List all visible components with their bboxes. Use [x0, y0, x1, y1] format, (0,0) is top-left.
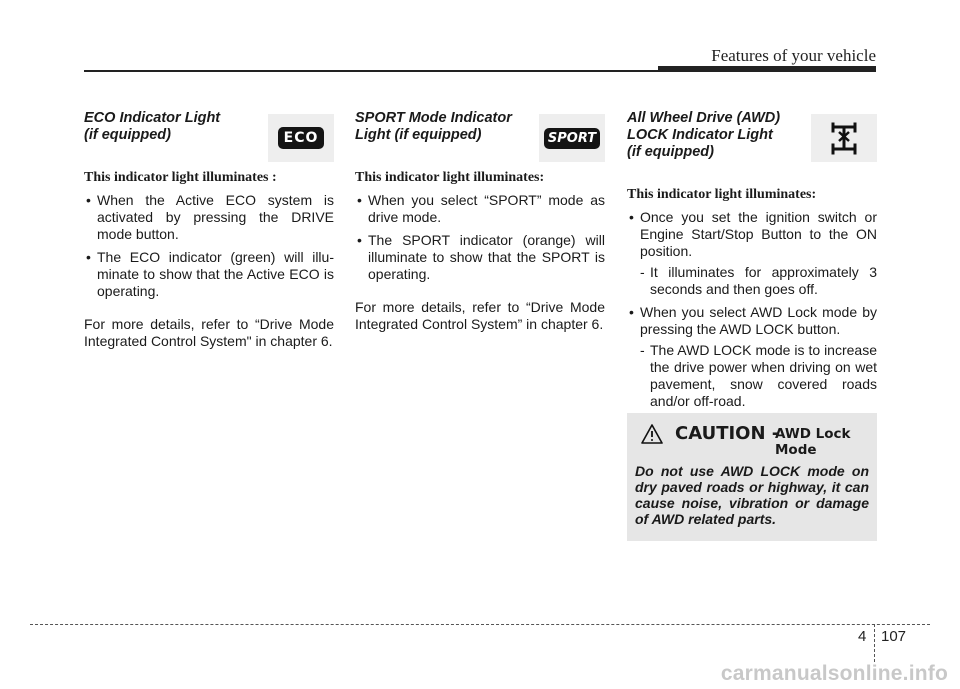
- chapter-number: 4: [858, 628, 867, 645]
- sport-bullet-list: [355, 192, 605, 283]
- caution-body: Do not use AWD LOCK mode on dry paved roads or highway, it can cause noise, vibration or damage of AWD related parts.: [635, 463, 869, 527]
- eco-section: [84, 110, 334, 350]
- awd-bullet-text: • When you select AWD Lock mode by pressing the AWD LOCK button.: [640, 304, 877, 337]
- page-header-title: Features of your vehicle: [711, 46, 876, 65]
- sport-section: [355, 110, 605, 333]
- warning-icon: [641, 424, 663, 444]
- eco-reference-paragraph: For more details, refer to “Drive Mode Integrated Control System" in chapter 6.: [84, 316, 334, 349]
- awd-bullet-text: • Once you set the ignition switch or Engine Start/Stop Button to the ON position.: [640, 209, 877, 259]
- dash-marker: -: [640, 264, 645, 280]
- awd-bullet-list: [627, 209, 877, 410]
- list-item: • When the Active ECO system is activated by pressing the DRIVE mode button.: [84, 192, 334, 243]
- sport-section-title: SPORT Mode Indicator Light (if equipped): [355, 110, 512, 143]
- awd-section: [627, 110, 877, 416]
- awd-lead-text: This indicator light illuminates:: [627, 187, 817, 202]
- watermark: carmanualsonline.info: [720, 662, 948, 685]
- awd-sub-item: [640, 264, 877, 298]
- list-item: • The SPORT indicator (orange) will illuminate to show that the SPORT is operating.: [355, 232, 605, 283]
- awd-lock-icon: [811, 114, 877, 162]
- header-rule: [84, 70, 664, 72]
- caution-panel: [627, 413, 877, 541]
- caution-subject: AWD Lock Mode: [775, 426, 851, 458]
- eco-indicator-icon: [268, 114, 334, 162]
- awd-lock-icon-graphic: [824, 118, 864, 158]
- awd-section-title: All Wheel Drive (AWD) LOCK Indicator Light (if equipped): [627, 110, 781, 160]
- eco-lead-text: This indicator light illuminates :: [84, 170, 277, 185]
- sport-lead-text: This indicator light illuminates:: [355, 170, 545, 185]
- footer-rule: [30, 624, 930, 625]
- dash-marker: -: [640, 342, 645, 358]
- sport-badge-label: SPORT: [544, 128, 600, 149]
- eco-badge-label: ECO: [278, 127, 325, 149]
- footer-divider: [874, 624, 875, 662]
- list-item: • The ECO indicator (green) will illu-minate to show that the Active ECO is operating.: [84, 249, 334, 300]
- awd-sub-item: [640, 342, 877, 410]
- page-number: 107: [881, 628, 907, 645]
- eco-section-title: ECO Indicator Light (if equipped): [84, 110, 221, 143]
- sport-indicator-icon: [539, 114, 605, 162]
- header-rule-accent: [658, 66, 876, 72]
- awd-sub-text: It illuminates for approximately 3 seconds and then goes off.: [650, 264, 877, 297]
- awd-sub-text: The AWD LOCK mode is to increase the drive power when driving on wet pavement, snow covered roads and/or off-road.: [650, 342, 877, 409]
- list-item: [627, 304, 877, 410]
- list-item: • When you select “SPORT” mode as drive mode.: [355, 192, 605, 226]
- eco-bullet-list: [84, 192, 334, 300]
- caution-label: CAUTION -: [675, 423, 780, 444]
- list-item: [627, 209, 877, 298]
- sport-reference-paragraph: For more details, refer to “Drive Mode Integrated Control System” in chapter 6.: [355, 299, 605, 332]
